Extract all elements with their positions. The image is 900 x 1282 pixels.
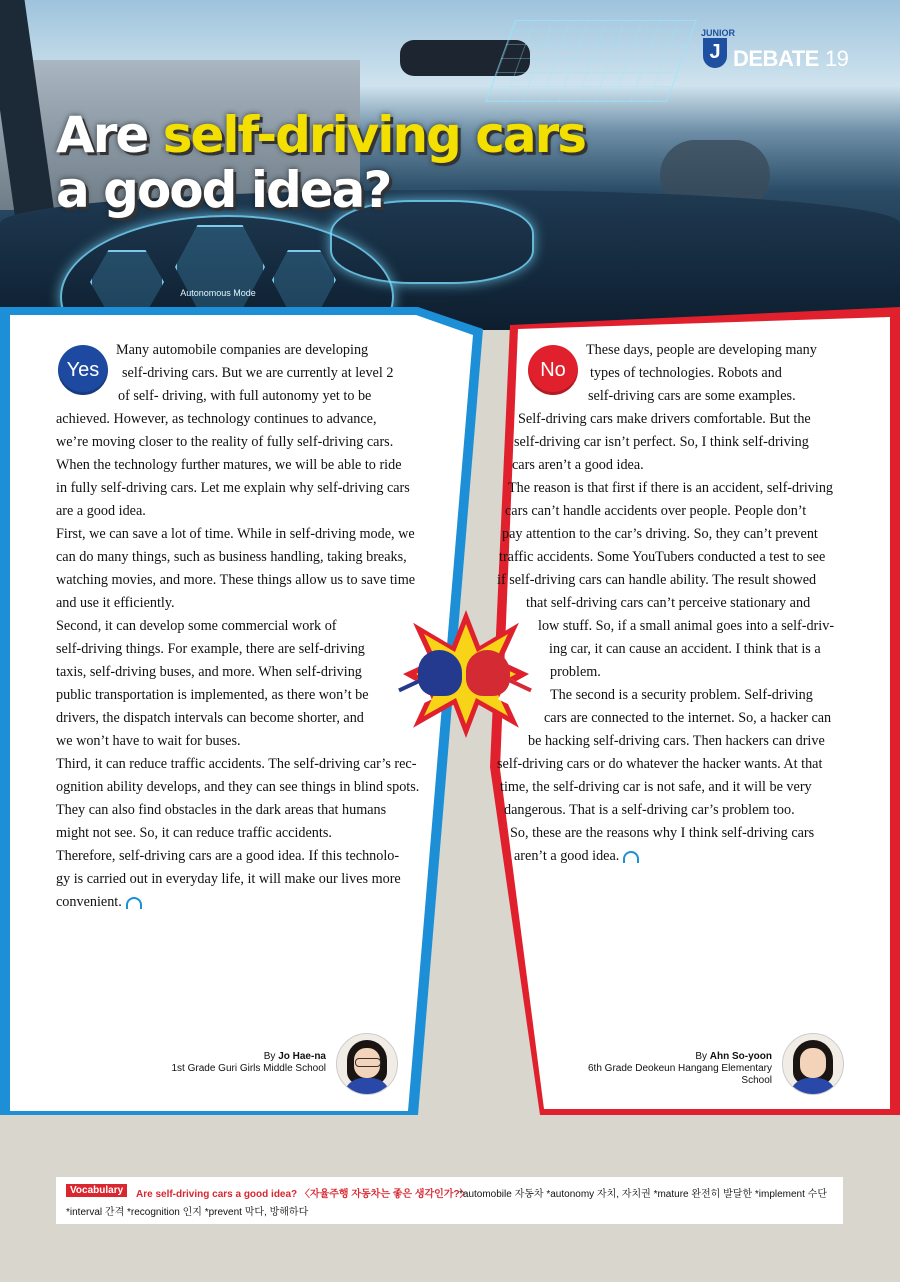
yes-line: can do many things, such as business handling, taking breaks, [56, 549, 407, 565]
no-line: types of technologies. Robots and [590, 365, 782, 381]
title-line2: a good idea? [56, 161, 391, 219]
no-line: The reason is that first if there is an accident, self-driving [508, 480, 834, 496]
title-highlight: self-driving cars [162, 106, 586, 164]
yes-line: watching movies, and more. These things allow us to save time [56, 572, 416, 588]
no-line: low stuff. So, if a small animal goes into a self-driv- [538, 618, 835, 634]
yes-line: gy is carried out in everyday life, it will make our lives more [56, 871, 401, 887]
yes-line: self-driving things. For example, there are self-driving [56, 641, 365, 657]
yes-line: Third, it can reduce traffic accidents. The self-driving car’s rec- [56, 756, 417, 772]
yes-line: They can also find obstacles in the dark areas that humans [56, 802, 387, 818]
no-line: self-driving cars are some examples. [588, 388, 796, 404]
vocabulary-terms: *automobile 자동차 *autonomy 자치, 자치권 *mature 완전히 발달한 *implement 수단 [459, 1189, 827, 1200]
no-line: cars aren’t a good idea. [512, 457, 644, 473]
yes-line: First, we can save a lot of time. While in self-driving mode, we [56, 526, 415, 542]
hud-map-grid [485, 20, 697, 102]
no-line [514, 848, 639, 864]
no-line: self-driving cars or do whatever the hacker wants. At that [497, 756, 823, 772]
yes-line: ognition ability develops, and they can see things in blind spots. [56, 779, 420, 795]
yes-line: Therefore, self-driving cars are a good idea. If this technolo- [56, 848, 400, 864]
yes-badge: Yes [58, 345, 108, 395]
headphones-icon[interactable] [126, 897, 142, 909]
hud-label: Autonomous Mode [180, 288, 256, 298]
author-school: 6th Grade Deokeun Hangang Elementary School [587, 1063, 772, 1086]
yes-line: achieved. However, as technology continues to advance, [56, 411, 377, 427]
yes-line: and use it efficiently. [56, 595, 175, 611]
author-name: Jo Hae-na [278, 1051, 326, 1062]
no-line: if self-driving cars can handle ability. The result showed [497, 572, 817, 588]
no-line: cars can’t handle accidents over people. People don’t [505, 503, 807, 519]
yes-line: we’re moving closer to the reality of fully self-driving cars. [56, 434, 394, 450]
yes-line: taxis, self-driving buses, and more. When self-driving [56, 664, 362, 680]
section-name: DEBATE [733, 46, 819, 71]
avatar [336, 1033, 398, 1095]
no-line: traffic accidents. Some YouTubers conducted a test to see [499, 549, 826, 565]
no-line: The second is a security problem. Self-driving [550, 687, 813, 703]
no-line: Self-driving cars make drivers comfortable. But the [518, 411, 811, 427]
no-line: dangerous. That is a self-driving car’s problem too. [504, 802, 795, 818]
yes-line: might not see. So, it can reduce traffic accidents. [56, 825, 332, 841]
no-line: pay attention to the car’s driving. So, they can’t prevent [502, 526, 818, 542]
vocabulary-question: Are self-driving cars a good idea? 〈자율주행 자동차는 좋은 생각인가?〉 [136, 1189, 470, 1200]
no-line: be hacking self-driving cars. Then hackers can drive [528, 733, 825, 749]
yes-last-line: convenient. [56, 894, 122, 910]
author-by: By [263, 1051, 279, 1062]
yes-line: drivers, the dispatch intervals can become shorter, and [56, 710, 364, 726]
author-school: 1st Grade Guri Girls Middle School [171, 1063, 326, 1074]
no-line: So, these are the reasons why I think self-driving cars [510, 825, 815, 841]
no-line: time, the self-driving car is not safe, and it will be very [500, 779, 812, 795]
page-number: 19 [824, 46, 849, 71]
yes-author [170, 1051, 326, 1075]
title-plain: Are [56, 106, 163, 164]
no-line: problem. [550, 664, 601, 680]
yes-line [56, 894, 142, 910]
no-last-line: aren’t a good idea. [514, 848, 620, 864]
no-line: cars are connected to the internet. So, a hacker can [544, 710, 832, 726]
brand-junior: JUNIOR [701, 28, 736, 38]
avatar [782, 1033, 844, 1095]
page-title [56, 108, 585, 218]
no-badge: No [528, 345, 578, 395]
no-line: These days, people are developing many [586, 342, 817, 358]
yes-line: are a good idea. [56, 503, 146, 519]
author-by: By [695, 1051, 710, 1062]
brand-logo-icon: J [703, 38, 727, 68]
vocabulary-box [56, 1177, 843, 1224]
boxing-glove-blue-icon [418, 650, 462, 696]
author-name: Ahn So-yoon [709, 1051, 772, 1062]
yes-line: Second, it can develop some commercial work of [56, 618, 337, 634]
yes-line: public transportation is implemented, as there won’t be [56, 687, 369, 703]
no-line: ing car, it can cause an accident. I think that is a [549, 641, 821, 657]
no-line: self-driving car isn’t perfect. So, I think self-driving [514, 434, 809, 450]
vocabulary-terms: *interval 간격 *recognition 인지 *prevent 막다, 방해하다 [66, 1207, 309, 1218]
yes-line: of self- driving, with full autonomy yet to be [118, 388, 372, 404]
boxing-glove-red-icon [466, 650, 510, 696]
yes-line: in fully self-driving cars. Let me explain why self-driving cars [56, 480, 410, 496]
yes-line: When the technology further matures, we will be able to ride [56, 457, 402, 473]
headphones-icon[interactable] [623, 851, 639, 863]
yes-line: Many automobile companies are developing [116, 342, 369, 358]
vocabulary-tag: Vocabulary [66, 1184, 127, 1197]
no-author [560, 1051, 772, 1087]
yes-line: we won’t have to wait for buses. [56, 733, 241, 749]
yes-line: self-driving cars. But we are currently at level 2 [122, 365, 394, 381]
no-line: that self-driving cars can’t perceive stationary and [526, 595, 811, 611]
